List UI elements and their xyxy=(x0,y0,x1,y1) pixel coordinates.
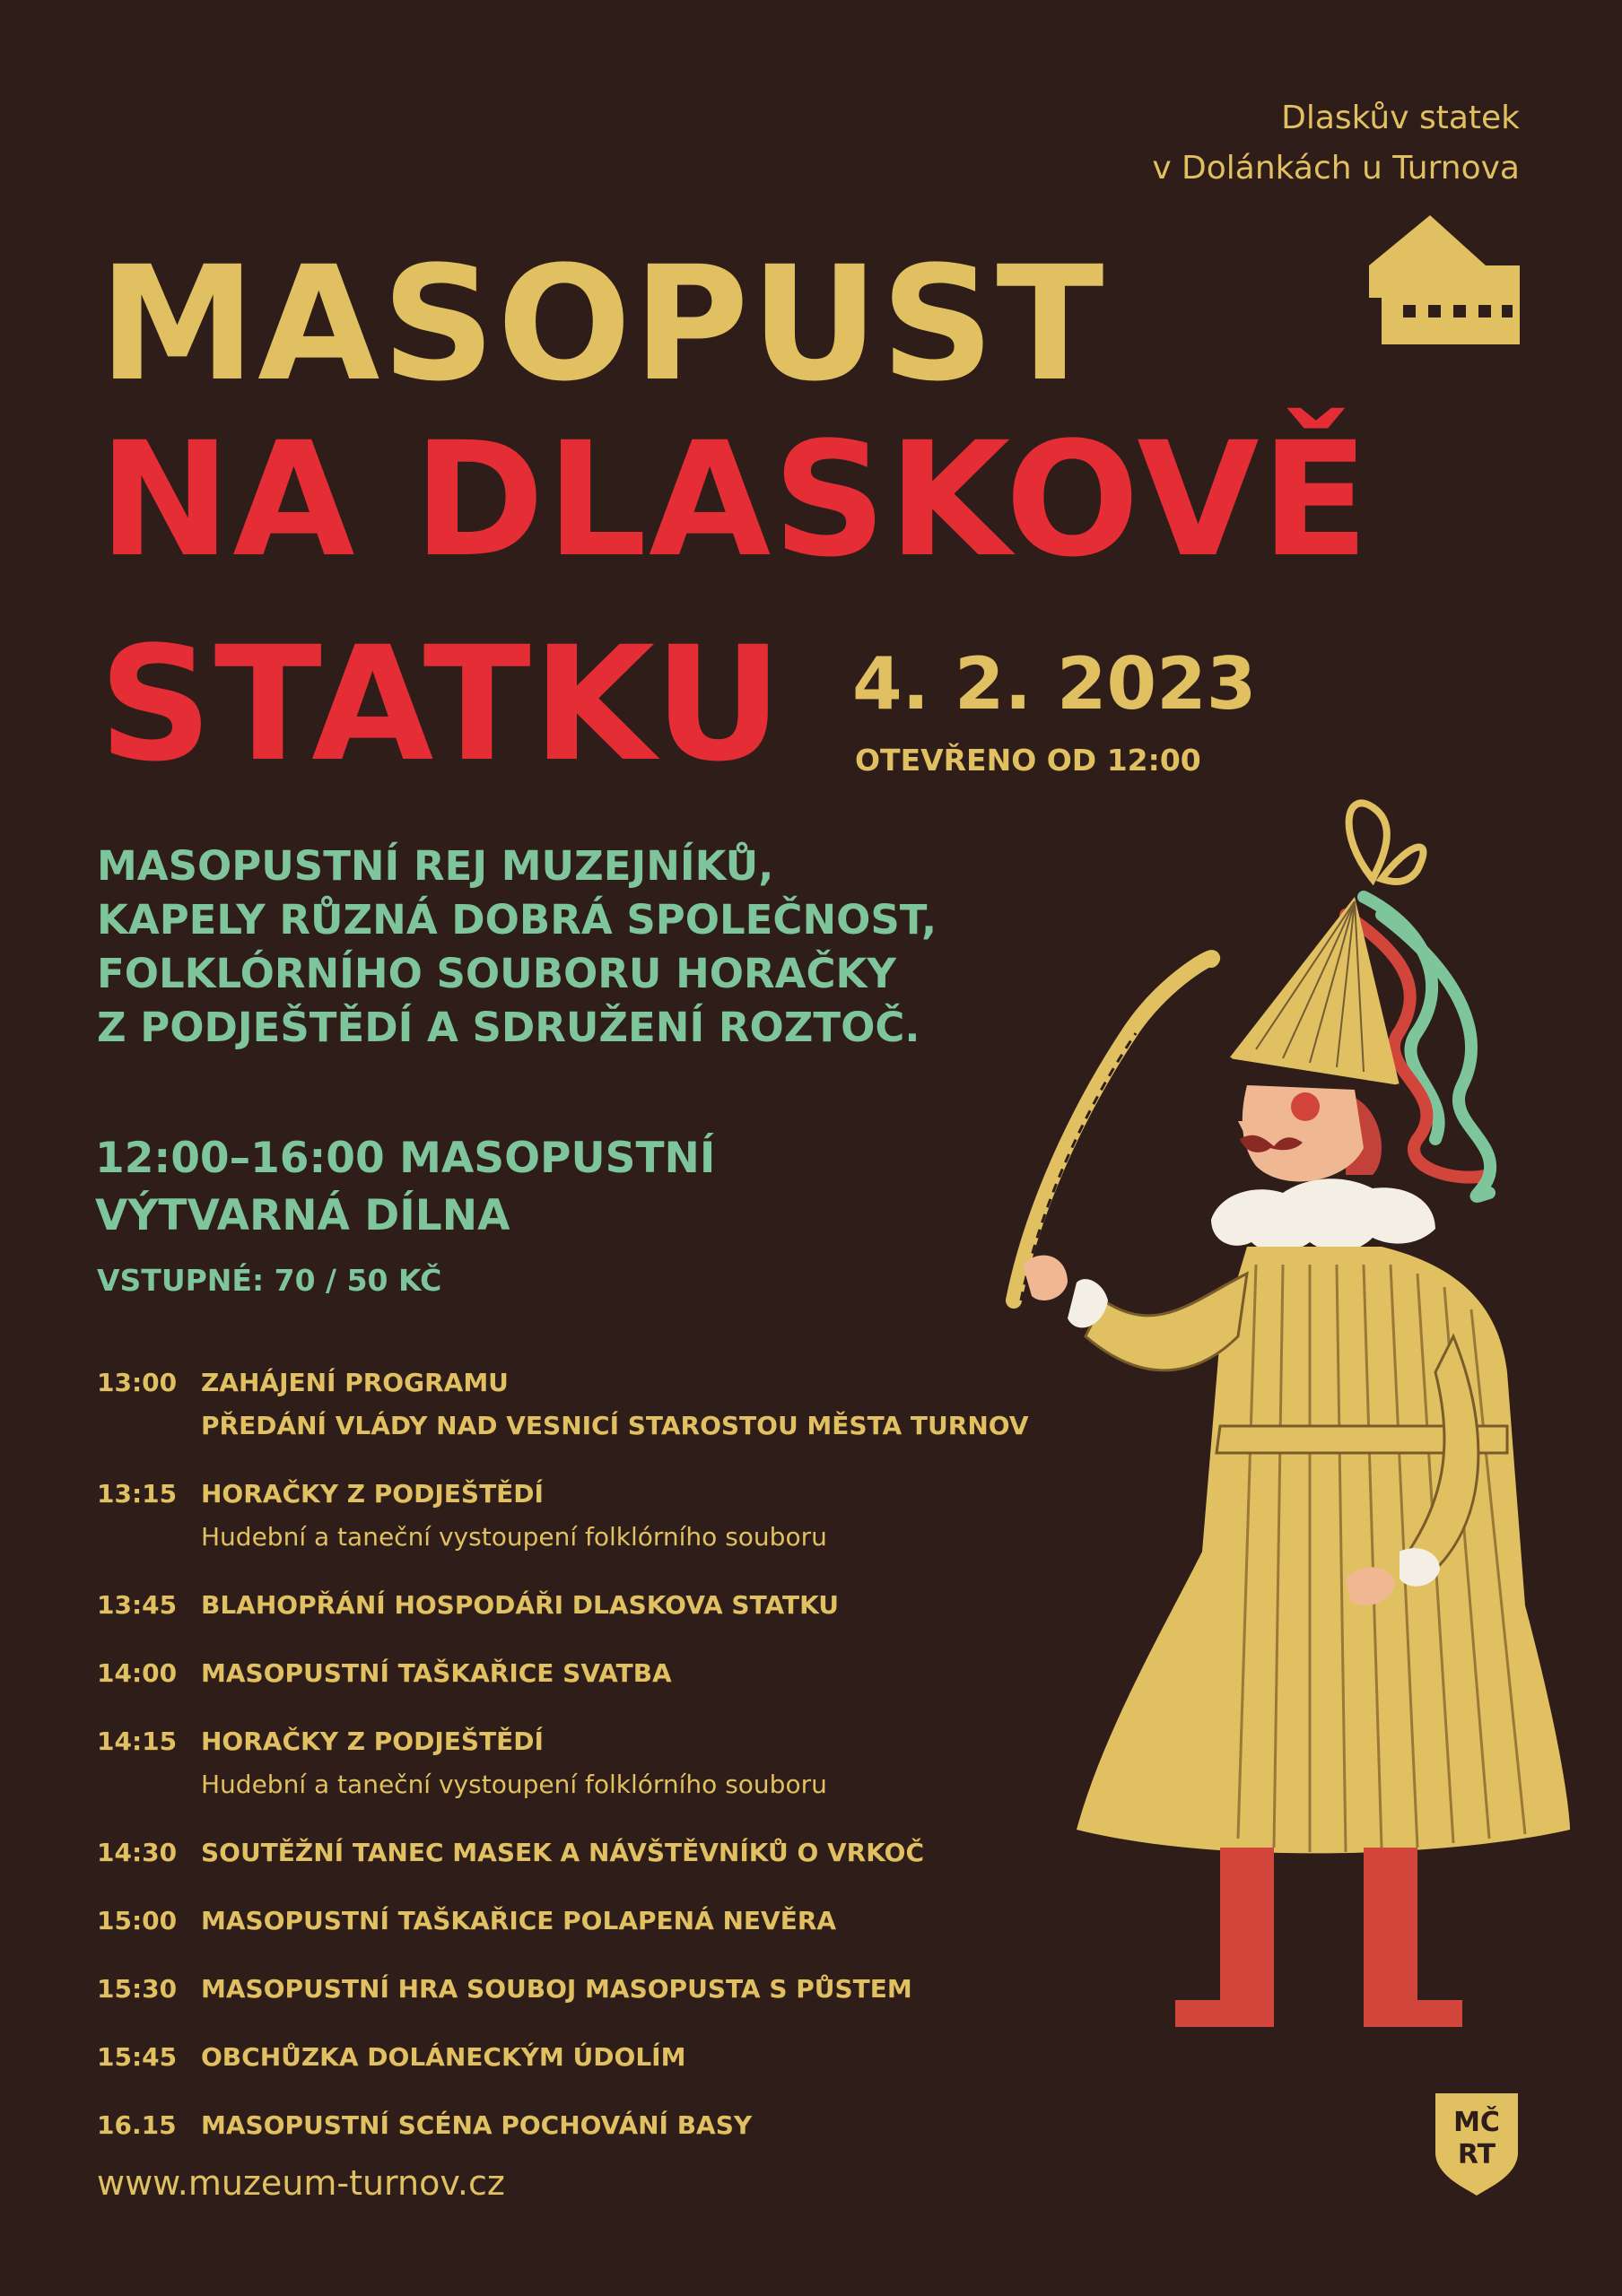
schedule-time: 16.15 xyxy=(97,2110,177,2140)
schedule-time: 15:45 xyxy=(97,2042,178,2072)
schedule-title: MASOPUSTNÍ TAŠKAŘICE POLAPENÁ NEVĚRA xyxy=(201,1906,837,1935)
schedule-row xyxy=(97,1361,1084,1448)
schedule-time: 13:00 xyxy=(97,1368,178,1397)
schedule-time: 15:30 xyxy=(97,1974,178,2004)
schedule-row xyxy=(97,1584,1084,1627)
schedule-title-2: PŘEDÁNÍ VLÁDY NAD VESNICÍ STAROSTOU MĚSTA TURNOV xyxy=(201,1411,1029,1440)
workshop-line2: VÝTVARNÁ DÍLNA xyxy=(95,1191,510,1240)
schedule-time: 14:30 xyxy=(97,1838,178,1867)
masopust-figure-illustration xyxy=(951,798,1579,2054)
schedule-row xyxy=(97,2036,1084,2079)
entry-fee: VSTUPNÉ: 70 / 50 KČ xyxy=(97,1263,442,1298)
museum-logo-badge xyxy=(1434,2090,1520,2197)
event-date: 4. 2. 2023 xyxy=(852,642,1257,726)
title-line3: STATKU xyxy=(99,613,784,796)
workshop-line1: 12:00–16:00 MASOPUSTNÍ xyxy=(95,1134,716,1183)
schedule-time: 13:45 xyxy=(97,1590,178,1620)
badge-line1: MČ xyxy=(1453,2107,1500,2138)
workshop-heading xyxy=(95,1130,715,1245)
schedule-title: ZAHÁJENÍ PROGRAMU xyxy=(201,1368,509,1397)
schedule-row xyxy=(97,1968,1084,2011)
venue xyxy=(1152,93,1520,194)
lead-line: KAPELY RŮZNÁ DOBRÁ SPOLEČNOST, xyxy=(97,896,937,944)
venue-line1: Dlaskův statek xyxy=(1281,100,1520,136)
lead-line: FOLKLÓRNÍHO SOUBORU HORAČKY xyxy=(97,950,896,997)
schedule-title: HORAČKY Z PODJEŠTĚDÍ xyxy=(201,1726,544,1756)
badge-line2: RT xyxy=(1457,2139,1496,2170)
title-line1: MASOPUST xyxy=(99,232,1106,416)
opening-time: OTEVŘENO OD 12:00 xyxy=(855,743,1201,778)
schedule-row xyxy=(97,1720,1084,1806)
schedule-title: HORAČKY Z PODJEŠTĚDÍ xyxy=(201,1479,544,1509)
schedule xyxy=(97,1361,1084,2172)
schedule-time: 14:15 xyxy=(97,1726,178,1756)
schedule-row xyxy=(97,1652,1084,1695)
schedule-time: 15:00 xyxy=(97,1906,178,1935)
venue-line2: v Dolánkách u Turnova xyxy=(1152,150,1520,187)
schedule-row xyxy=(97,2104,1084,2147)
house-icon xyxy=(1369,215,1520,344)
schedule-subtitle: Hudební a taneční vystoupení folklórního souboru xyxy=(201,1522,827,1552)
schedule-title: BLAHOPŘÁNÍ HOSPODÁŘI DLASKOVA STATKU xyxy=(201,1590,840,1620)
lead-line: Z PODJEŠTĚDÍ A SDRUŽENÍ ROZTOČ. xyxy=(97,1004,920,1051)
title-line2: NA DLASKOVĚ xyxy=(99,408,1371,592)
schedule-time: 13:15 xyxy=(97,1479,178,1509)
schedule-time: 14:00 xyxy=(97,1658,178,1688)
schedule-row xyxy=(97,1831,1084,1874)
lead-line: MASOPUSTNÍ REJ MUZEJNÍKŮ, xyxy=(97,842,774,890)
schedule-title: MASOPUSTNÍ TAŠKAŘICE SVATBA xyxy=(201,1658,672,1688)
schedule-title: OBCHŮZKA DOLÁNECKÝM ÚDOLÍM xyxy=(201,2042,686,2072)
schedule-row xyxy=(97,1900,1084,1943)
schedule-subtitle: Hudební a taneční vystoupení folklórního souboru xyxy=(201,1770,827,1799)
lead-text xyxy=(97,839,1084,1055)
schedule-row xyxy=(97,1473,1084,1559)
schedule-title: SOUTĚŽNÍ TANEC MASEK A NÁVŠTĚVNÍKŮ O VRKOČ xyxy=(201,1838,925,1867)
schedule-title: MASOPUSTNÍ HRA SOUBOJ MASOPUSTA S PŮSTEM xyxy=(201,1974,912,2004)
schedule-title: MASOPUSTNÍ SCÉNA POCHOVÁNÍ BASY xyxy=(201,2110,753,2140)
website-link[interactable]: www.muzeum-turnov.cz xyxy=(97,2163,505,2203)
